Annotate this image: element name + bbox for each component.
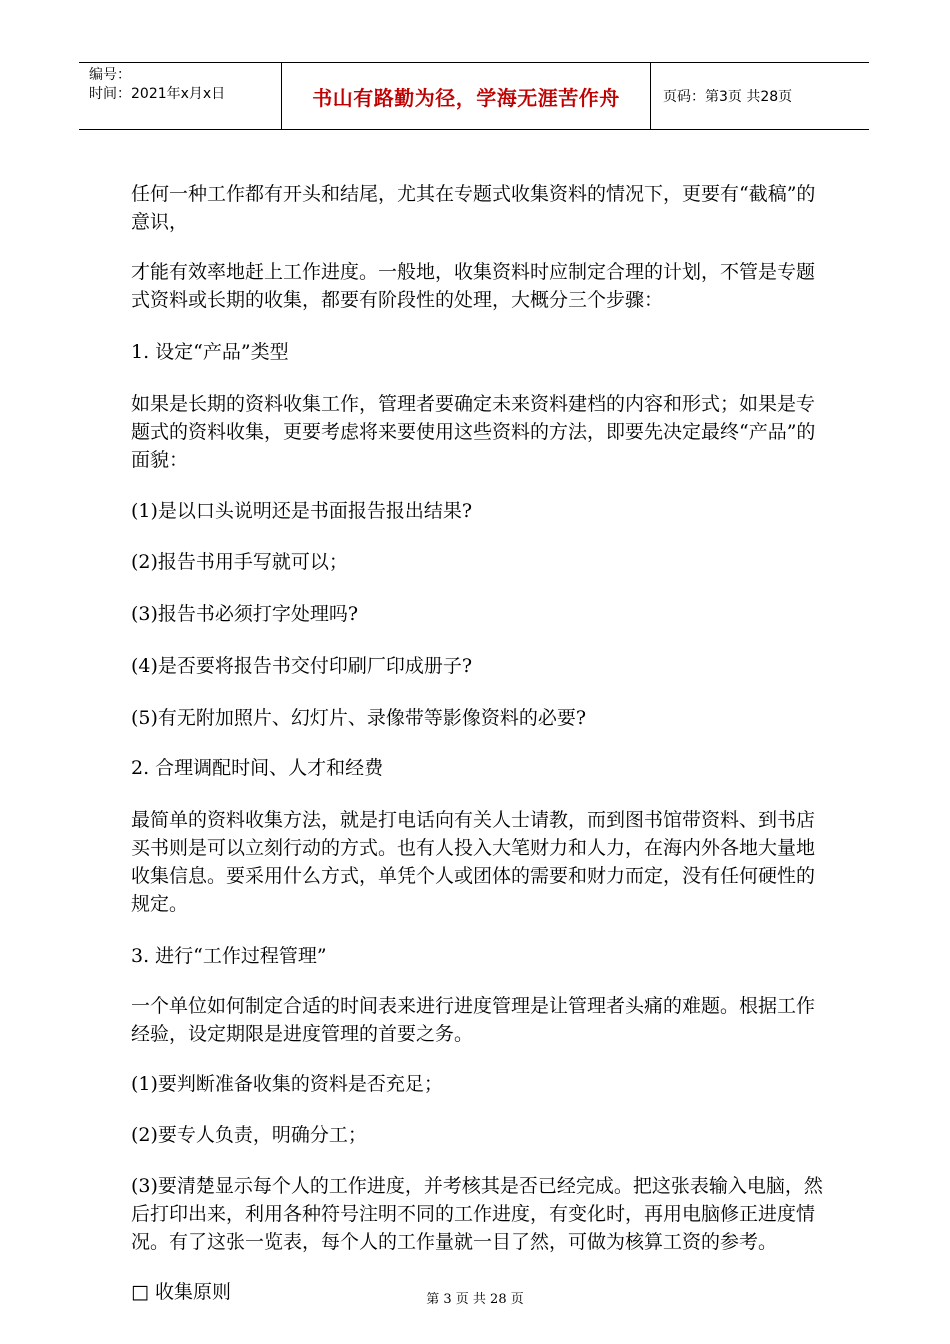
list-item: (1)是以口头说明还是书面报告报出结果? (131, 500, 473, 522)
serial-number-label: 编号： (89, 67, 131, 83)
section-heading: 3. 进行“工作过程管理” (131, 945, 327, 967)
page-header (79, 62, 869, 130)
paragraph: 才能有效率地赶上工作进度。一般地，收集资料时应制定合理的计划，不管是专题式资料或长期的收集，都要有阶段性的处理，大概分三个步骤： (131, 261, 816, 311)
header-page-info: 页码：第3页 共28页 (663, 89, 793, 105)
list-item: (5)有无附加照片、幻灯片、录像带等影像资料的必要? (131, 707, 587, 729)
list-item: (2)报告书用手写就可以； (131, 551, 348, 573)
date-line: 时间：2021年x月x日 (89, 86, 226, 102)
paragraph: 最简单的资料收集方法，就是打电话向有关人士请教，而到图书馆带资料、到书店买书则是可以立刻行动的方式。也有人投入大笔财力和人力，在海内外各地大量地收集信息。要采用什么方式，单凭个人或团体的需要和财力而定，没有任何硬性的规定。 (131, 809, 816, 915)
page-footer: 第 3 页 共 28 页 (426, 1292, 524, 1307)
list-item: (4)是否要将报告书交付印刷厂印成册子? (131, 655, 473, 677)
paragraph: 一个单位如何制定合适的时间表来进行进度管理是让管理者头痛的难题。根据工作经验，设定期限是进度管理的首要之务。 (131, 995, 816, 1045)
list-item: (3)报告书必须打字处理吗? (131, 603, 359, 625)
document-body (131, 180, 831, 1306)
paragraph: 任何一种工作都有开头和结尾，尤其在专题式收集资料的情况下，更要有“截稿”的意识， (131, 183, 816, 233)
section-heading: □ 收集原则 (131, 1281, 231, 1303)
paragraph: 如果是长期的资料收集工作，管理者要确定未来资料建档的内容和形式；如果是专题式的资料收集，更要考虑将来要使用这些资料的方法，即要先决定最终“产品”的面貌： (131, 393, 816, 471)
header-motto: 书山有路勤为径，学海无涯苦作舟 (281, 63, 651, 129)
header-meta (79, 63, 281, 129)
list-item: (1)要判断准备收集的资料是否充足； (131, 1073, 443, 1095)
list-item: (2)要专人负责，明确分工； (131, 1124, 367, 1146)
section-heading: 2. 合理调配时间、人才和经费 (131, 757, 384, 779)
list-item: (3)要清楚显示每个人的工作进度，并考核其是否已经完成。把这张表输入电脑，然后打印出来，利用各种符号注明不同的工作进度，有变化时，再用电脑修正进度情况。有了这张一览表，每个人的工作量就一目了然，可做为核算工资的参考。 (131, 1175, 823, 1253)
section-heading: 1. 设定“产品”类型 (131, 341, 289, 363)
